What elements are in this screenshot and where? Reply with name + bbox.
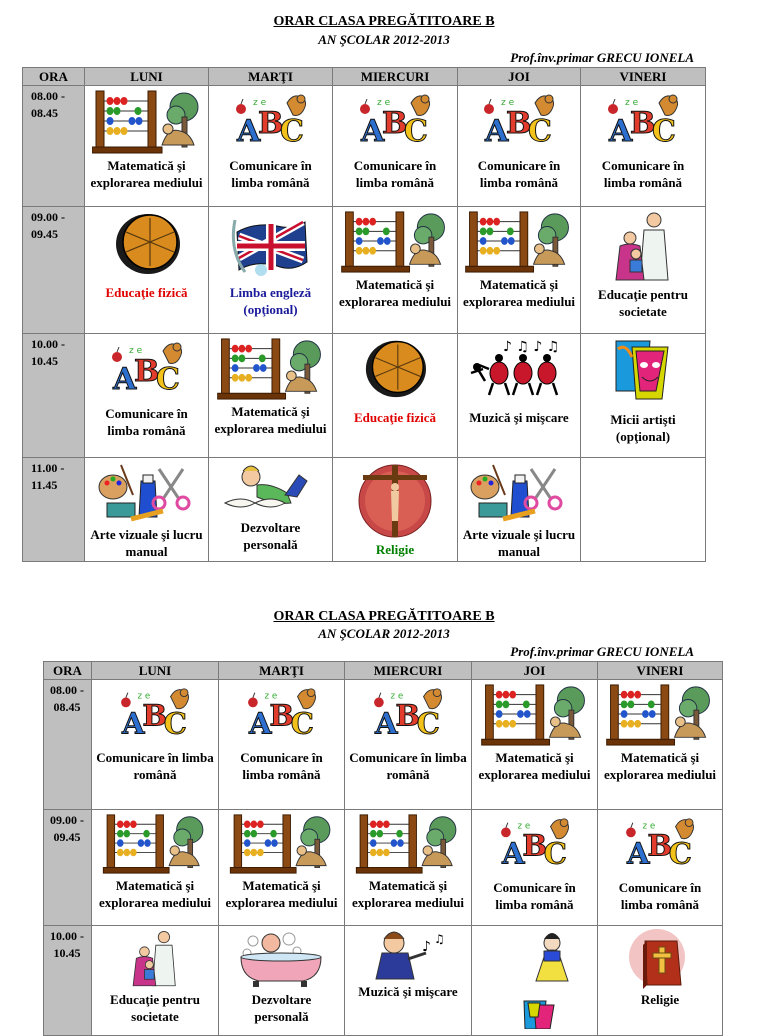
schedule-cell (85, 334, 209, 458)
subject-label: Dezvoltare personală (240, 520, 301, 552)
subject-label: Limba engleză (opţional) (229, 285, 312, 317)
ball-icon (112, 210, 182, 276)
timetable (43, 661, 723, 1036)
abc-icon (355, 89, 435, 155)
schedule-cell (209, 86, 333, 207)
schedule-cell (219, 680, 345, 810)
time-slot (44, 926, 92, 1036)
princess-masks-icon (480, 929, 590, 1029)
subject-label: Educaţie fizică (354, 410, 436, 425)
time-slot: 11.00 - 11.45 (23, 458, 85, 562)
abacus-icon (605, 683, 715, 747)
schedule-cell (209, 334, 333, 458)
subject-label: Matematică şi explorarea mediului (478, 750, 591, 782)
subject-label: Comunicare în limba română (493, 880, 576, 912)
timetable (22, 67, 706, 562)
abc-icon (107, 337, 187, 403)
subject-label: Muzică şi mişcare (358, 984, 458, 999)
abacus-icon (100, 813, 210, 875)
abacus-icon (92, 89, 202, 155)
col-header-joi: JOI (458, 68, 581, 86)
table-row (23, 334, 706, 458)
abacus-icon (227, 813, 337, 875)
schedule-cell (345, 926, 472, 1036)
subject-label: Comunicare în limba română (240, 750, 323, 782)
schedule-cell (85, 207, 209, 334)
schedule-cell (92, 680, 219, 810)
schedule-cell-empty (581, 458, 706, 562)
abc-icon (479, 89, 559, 155)
subject-label: Comunicare în limba română (477, 158, 561, 190)
col-header-vineri: VINERI (581, 68, 706, 86)
abc-icon (620, 813, 700, 877)
teacher-name: Prof.înv.primar GRECU IONELA (510, 50, 694, 65)
col-header-ora: ORA (23, 68, 85, 86)
subject-label: Educaţie fizică (105, 285, 188, 300)
schedule-cell (458, 334, 581, 458)
art-supplies-icon (97, 461, 197, 525)
abc-icon (603, 89, 683, 155)
time-slot: 08.00 - 08.45 (23, 86, 85, 207)
reading-child-icon (221, 461, 321, 517)
schedule-cell (85, 458, 209, 562)
schedule-cell (472, 680, 598, 810)
subject-label: Matematică şi explorarea mediului (338, 277, 452, 309)
school-year: AN ŞCOLAR 2012-2013 (318, 32, 450, 47)
abacus-icon (480, 683, 590, 747)
col-header-miercuri: MIERCURI (333, 68, 458, 86)
abc-icon (231, 89, 311, 155)
abc-icon (368, 683, 448, 747)
col-header-joi: JOI (472, 662, 598, 680)
schedule-cell (581, 207, 706, 334)
time-slot (44, 680, 92, 810)
subject-label: Arte vizuale şi lucru manual (462, 527, 576, 559)
abacus-icon (340, 210, 450, 274)
subject-label: Matematică şi explorarea mediului (98, 878, 212, 910)
schedule-cell (333, 86, 458, 207)
subject-label: Educaţie pentru societate (598, 287, 688, 319)
subject-label: Matematică şi explorarea mediului (351, 878, 465, 910)
subject-label: Micii artişti (opţional) (610, 412, 676, 444)
col-header-luni: LUNI (92, 662, 219, 680)
subject-label: Comunicare în limba română (96, 750, 214, 782)
schedule-cell (458, 207, 581, 334)
school-year: AN ŞCOLAR 2012-2013 (318, 626, 450, 641)
subject-label: Religie (375, 542, 415, 557)
subject-label: Matematică şi explorarea mediului (214, 404, 327, 436)
subject-label: Arte vizuale şi lucru manual (90, 527, 203, 559)
schedule-cell (598, 680, 723, 810)
header-row (44, 662, 723, 680)
col-header-marti: MARŢI (209, 68, 333, 86)
time-slot-text: 10.00 - 10.45 (50, 929, 84, 960)
time-slot-text: 08.00 - 08.45 (50, 683, 84, 714)
schedule-title: ORAR CLASA PREGĂTITOARE B (273, 14, 495, 29)
subject-label: Educaţie pentru societate (110, 992, 200, 1024)
uk-flag-icon (231, 210, 311, 280)
table-row (23, 458, 706, 562)
subject-label: Comunicare în limba română (618, 880, 702, 912)
abc-icon (242, 683, 322, 747)
subject-label: Comunicare în limba română (229, 158, 312, 190)
schedule-cell (581, 86, 706, 207)
dancers-notes-icon (469, 337, 569, 397)
subject-label: Comunicare în limba română (353, 158, 437, 190)
col-header-miercuri: MIERCURI (345, 662, 472, 680)
abacus-icon (216, 337, 326, 401)
subject-label: Matematică şi explorarea mediului (603, 750, 717, 782)
time-slot-text: 09.00 - 09.45 (50, 813, 84, 844)
header-row (23, 68, 706, 86)
schedule-cell (472, 926, 598, 1036)
schedule-cell (472, 810, 598, 926)
col-header-vineri: VINERI (598, 662, 723, 680)
table-row (44, 926, 723, 1036)
crucifix-icon (353, 461, 437, 539)
bible-icon (627, 929, 693, 989)
schedule-cell (581, 334, 706, 458)
subject-label: Matematică şi explorarea mediului (90, 158, 203, 190)
masks-icon (608, 337, 678, 403)
subject-label: Comunicare în limba română (601, 158, 685, 190)
doctor-family-icon (608, 210, 678, 284)
subject-label: Dezvoltare personală (251, 992, 312, 1024)
schedule-cell (598, 926, 723, 1036)
subject-label: Religie (640, 992, 680, 1007)
table-row (23, 207, 706, 334)
art-supplies-icon (469, 461, 569, 525)
schedule-cell (219, 810, 345, 926)
subject-label: Matematică şi explorarea mediului (225, 878, 338, 910)
col-header-ora: ORA (44, 662, 92, 680)
table-row (44, 680, 723, 810)
schedule-cell (92, 810, 219, 926)
schedule-cell (209, 458, 333, 562)
subject-label: Comunicare în limba română (349, 750, 467, 782)
schedule-cell (209, 207, 333, 334)
schedule-cell (333, 458, 458, 562)
doctor-family-icon (121, 929, 189, 989)
time-slot: 09.00 - 09.45 (23, 207, 85, 334)
time-slot: 10.00 - 10.45 (23, 334, 85, 458)
singer-icon (368, 929, 448, 981)
abacus-icon (464, 210, 574, 274)
time-slot (44, 810, 92, 926)
table-row (44, 810, 723, 926)
schedule-cell (458, 458, 581, 562)
schedule-cell (458, 86, 581, 207)
subject-label: Muzică şi mişcare (469, 410, 569, 425)
ball-icon (360, 337, 430, 399)
schedule-cell (598, 810, 723, 926)
subject-label: Comunicare în limba română (105, 406, 188, 438)
schedule-title: ORAR CLASA PREGĂTITOARE B (273, 609, 495, 624)
schedule-cell (85, 86, 209, 207)
schedule-cell (333, 334, 458, 458)
subject-label: Matematică şi explorarea mediului (462, 277, 576, 309)
bathtub-icon (237, 929, 327, 989)
schedule-cell (92, 926, 219, 1036)
schedule-cell (219, 926, 345, 1036)
abc-icon (495, 813, 575, 877)
schedule-cell (345, 680, 472, 810)
table-row (23, 86, 706, 207)
col-header-marti: MARŢI (219, 662, 345, 680)
col-header-luni: LUNI (85, 68, 209, 86)
abc-icon (115, 683, 195, 747)
teacher-name: Prof.înv.primar GRECU IONELA (510, 644, 694, 659)
abacus-icon (353, 813, 463, 875)
schedule-cell (345, 810, 472, 926)
schedule-cell (333, 207, 458, 334)
